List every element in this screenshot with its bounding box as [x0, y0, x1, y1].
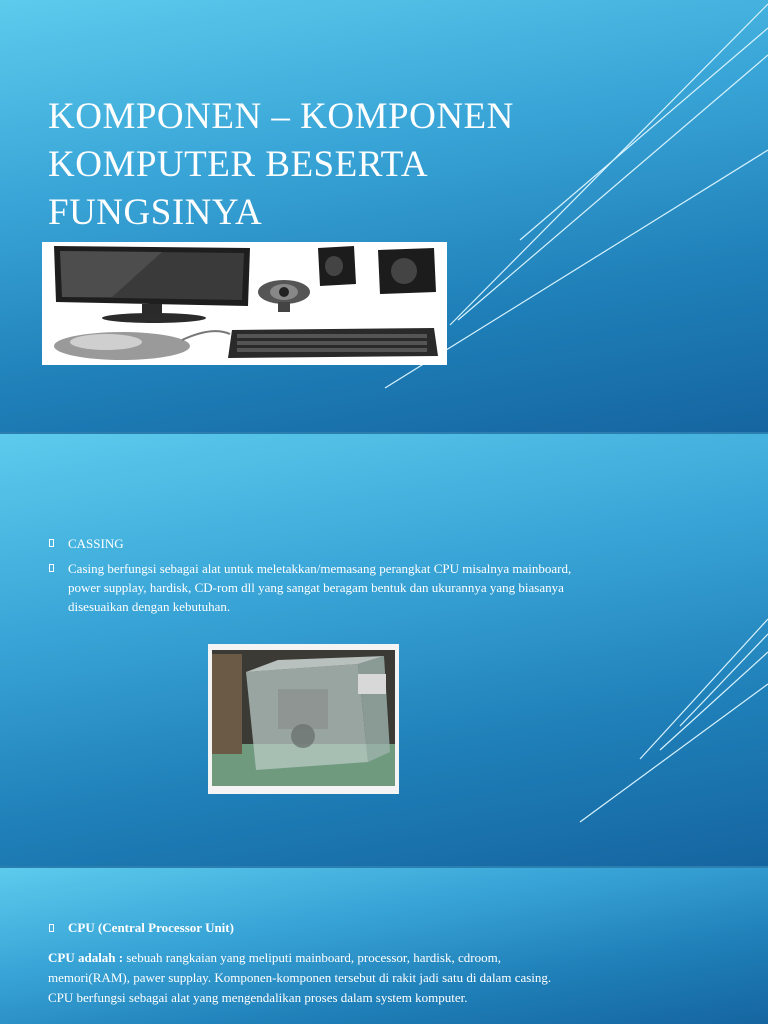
slide-title: [0, 0, 768, 432]
page-title: [48, 93, 568, 237]
transparent-casing-photo: [208, 644, 399, 794]
cpu-function: CPU berfungsi sebagai alat yang mengendalikan proses dalam system komputer.: [48, 990, 468, 1005]
title-line: KOMPUTER BESERTA: [48, 144, 429, 185]
cpu-text: sebuah rangkaian yang meliputi mainboard, processor, hardisk, cdroom, memori(RAM), pawer supplay. Komponen-komponen tersebut di rakit jadi satu di dalam casing.: [48, 950, 552, 985]
computer-set-photo: [42, 242, 447, 365]
title-line: FUNGSINYA: [48, 192, 263, 233]
slide-cpu: [0, 868, 768, 1024]
bullet-icon: [49, 564, 54, 572]
bullet-icon: [49, 924, 54, 932]
casing-description: Casing berfungsi sebagai alat untuk meletakkan/memasang perangkat CPU misalnya mainboard, power supplay, hardisk, CD-rom dll yang sangat beragam bentuk dan ukurannya yang biasanya disesuaikan dengan kebutuhan.: [68, 561, 572, 614]
casing-list: [48, 534, 588, 622]
bullet-icon: [49, 539, 54, 547]
list-item: [48, 534, 588, 553]
title-line: KOMPONEN – KOMPONEN: [48, 96, 514, 137]
cpu-heading: [48, 920, 234, 936]
cpu-lead: CPU adalah :: [48, 950, 124, 965]
cpu-paragraph: [48, 948, 578, 988]
casing-heading: CASSING: [68, 536, 124, 551]
list-item: [48, 559, 588, 616]
slide-casing: [0, 434, 768, 866]
cpu-heading-text: CPU (Central Processor Unit): [68, 920, 234, 935]
cpu-description: [48, 948, 578, 1008]
